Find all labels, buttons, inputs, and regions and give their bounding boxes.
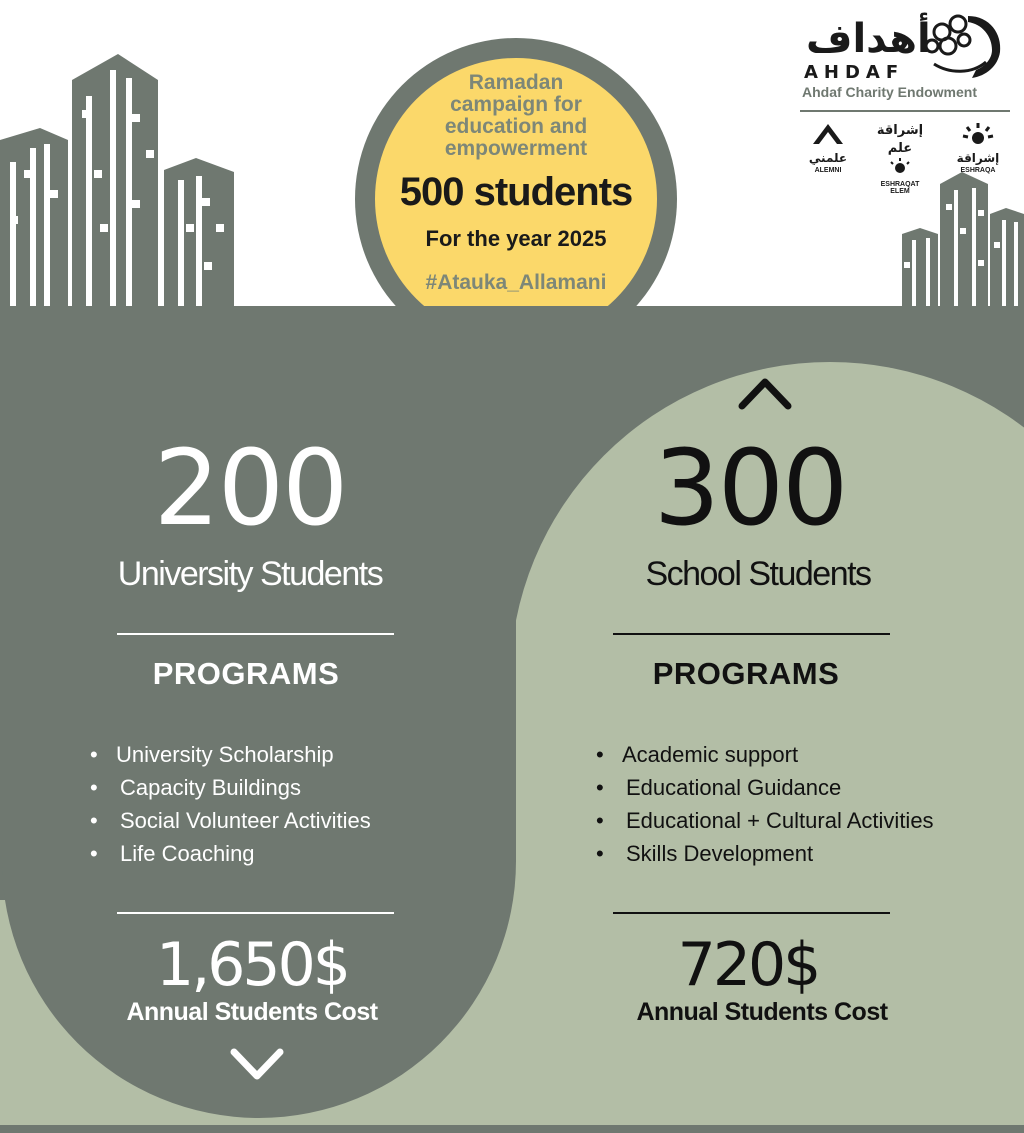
university-programs-list [90,738,430,870]
logo-arabic-name: أهداف [806,16,931,62]
campaign-title: Ramadan campaign for education and empowerment [444,71,588,160]
chevron-down-icon [230,1048,284,1082]
university-divider-bottom [117,912,394,914]
university-cost: 1,650$ [156,930,348,1000]
chevron-up-icon [738,376,792,410]
list-item: • Capacity Buildings [90,771,430,804]
school-label: School Students [645,555,871,593]
list-item: • Life Coaching [90,837,430,870]
eshraqa-sun-icon [961,122,995,146]
university-count: 200 [153,427,347,549]
list-item: • Social Volunteer Activities [90,804,430,837]
logo-subtitle: Ahdaf Charity Endowment [802,84,978,100]
badge-mask [355,306,677,366]
university-label: University Students [117,555,383,593]
list-item: • Educational Guidance [596,771,996,804]
alemni-logo-icon [811,122,845,146]
school-programs-title: PROGRAMS [652,656,840,691]
list-item: • Educational + Cultural Activities [596,804,996,837]
ahdaf-logo [800,10,1014,195]
list-item: • University Scholarship [90,738,430,771]
city-buildings-left [0,40,240,306]
list-item: • Skills Development [596,837,996,870]
logo-divider [800,110,1010,112]
ahdaf-emblem-icon [920,12,1004,82]
campaign-hashtag: #Atauka_Allamani [425,271,607,294]
list-item: • Academic support [596,738,996,771]
total-students: 500 students [399,170,633,214]
school-cost: 720$ [677,930,819,1000]
university-programs-title: PROGRAMS [152,656,340,691]
school-divider-top [613,633,890,635]
school-divider-bottom [613,912,890,914]
campaign-year: For the year 2025 [425,226,607,251]
partner-eshraqat-elem: إشراقة علم ESHRAQAT ELEM [876,123,924,195]
eshraqat-sun-icon [888,158,912,174]
school-cost-label: Annual Students Cost [636,998,888,1026]
school-count: 300 [653,427,847,549]
bottom-edge [0,1125,1024,1133]
partner-alemni: علمني ALEMNI [798,122,858,178]
partner-eshraqa: إشراقة ESHRAQA [948,122,1008,178]
university-cost-label: Annual Students Cost [126,998,378,1026]
logo-latin-name: AHDAF [804,62,905,83]
school-programs-list [596,738,996,870]
university-divider-top [117,633,394,635]
